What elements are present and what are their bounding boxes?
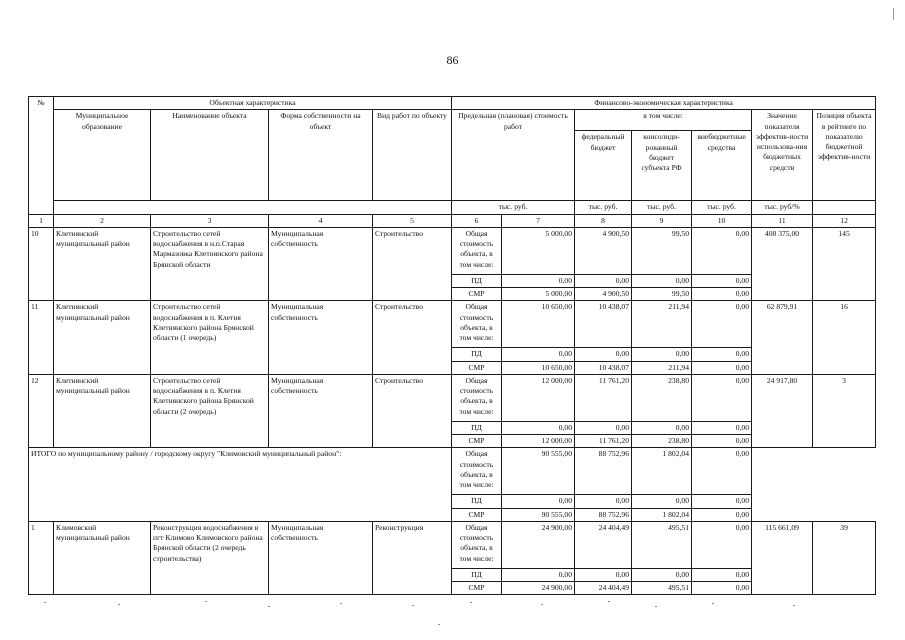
pd-federal: 0,00 bbox=[575, 421, 632, 434]
label-total-cost: Общая стоимость объекта, в том числе: bbox=[452, 448, 502, 495]
value-total: 12 000,00 bbox=[502, 374, 575, 421]
value-federal: 10 438,07 bbox=[575, 301, 632, 348]
pd-extrabudget: 0,00 bbox=[692, 274, 752, 287]
units-blank bbox=[54, 201, 452, 214]
value-consolidated: 495,51 bbox=[632, 521, 692, 568]
total-label: ИТОГО по муниципальному району / городскому округу "Климовский муниципальный район": bbox=[29, 448, 452, 522]
pd-federal: 0,00 bbox=[575, 348, 632, 361]
label-smr: СМР bbox=[452, 435, 502, 448]
smr-extrabudget: 0,00 bbox=[692, 508, 752, 521]
row-work-type: Строительство bbox=[373, 374, 452, 448]
row-work-type: Строительство bbox=[373, 227, 452, 301]
total-value-extrabudget: 0,00 bbox=[692, 448, 752, 495]
pd-extrabudget: 0,00 bbox=[692, 421, 752, 434]
pd-federal: 0,00 bbox=[575, 495, 632, 508]
value-rating: 3 bbox=[813, 374, 876, 448]
header-rating: Позиция объекта в рейтинге по показателю бюджетной эффектив-ности bbox=[813, 110, 876, 201]
label-pd: ПД bbox=[452, 568, 502, 581]
pd-federal: 0,00 bbox=[575, 274, 632, 287]
row-number: 12 bbox=[29, 374, 54, 448]
smr-consolidated: 238,80 bbox=[632, 435, 692, 448]
value-extrabudget: 0,00 bbox=[692, 227, 752, 274]
label-total-cost: Общая стоимость объекта, в том числе: bbox=[452, 374, 502, 421]
header-consolidated: консолиди-рованный бюджет субъекта РФ bbox=[632, 131, 692, 201]
value-indicator: 24 917,80 bbox=[752, 374, 813, 448]
value-federal: 11 761,20 bbox=[575, 374, 632, 421]
value-federal: 4 900,50 bbox=[575, 227, 632, 274]
header-object-name: Наименование объекта bbox=[151, 110, 269, 201]
pd-consolidated: 0,00 bbox=[632, 421, 692, 434]
smr-extrabudget: 0,00 bbox=[692, 435, 752, 448]
col-num: 1 bbox=[29, 214, 54, 227]
smr-consolidated: 1 802,04 bbox=[632, 508, 692, 521]
pd-consolidated: 0,00 bbox=[632, 495, 692, 508]
table-row bbox=[29, 374, 876, 421]
pd-consolidated: 0,00 bbox=[632, 274, 692, 287]
table-row bbox=[29, 521, 876, 568]
row-ownership: Муниципальная собственность bbox=[269, 227, 373, 301]
header-financial-characteristics: Финансово-экономическая характеристика bbox=[452, 97, 876, 110]
pd-total: 0,00 bbox=[502, 348, 575, 361]
unit-total: тыс. руб. bbox=[452, 201, 575, 214]
total-blank bbox=[752, 448, 876, 522]
smr-federal: 24 404,49 bbox=[575, 582, 632, 595]
smr-extrabudget: 0,00 bbox=[692, 288, 752, 301]
scan-edge-mark bbox=[893, 8, 894, 20]
col-num: 8 bbox=[575, 214, 632, 227]
row-ownership: Муниципальная собственность bbox=[269, 374, 373, 448]
pd-extrabudget: 0,00 bbox=[692, 495, 752, 508]
header-including: в том числе: bbox=[575, 110, 752, 131]
value-consolidated: 238,80 bbox=[632, 374, 692, 421]
pd-consolidated: 0,00 bbox=[632, 348, 692, 361]
label-total-cost: Общая стоимость объекта, в том числе: bbox=[452, 301, 502, 348]
pd-total: 0,00 bbox=[502, 421, 575, 434]
smr-consolidated: 211,94 bbox=[632, 361, 692, 374]
header-work-type: Вид работ по объекту bbox=[373, 110, 452, 201]
smr-consolidated: 99,50 bbox=[632, 288, 692, 301]
value-extrabudget: 0,00 bbox=[692, 301, 752, 348]
smr-total: 24 900,00 bbox=[502, 582, 575, 595]
row-municipality: Климовский муниципальный район bbox=[54, 521, 151, 595]
total-value-total: 90 555,00 bbox=[502, 448, 575, 495]
pd-total: 0,00 bbox=[502, 495, 575, 508]
col-num: 6 bbox=[452, 214, 502, 227]
value-rating: 145 bbox=[813, 227, 876, 301]
smr-total: 10 650,00 bbox=[502, 361, 575, 374]
value-federal: 24 404,49 bbox=[575, 521, 632, 568]
smr-federal: 10 438,07 bbox=[575, 361, 632, 374]
pd-extrabudget: 0,00 bbox=[692, 348, 752, 361]
smr-total: 90 555,00 bbox=[502, 508, 575, 521]
header-object-characteristics: Объектная характеристика bbox=[54, 97, 452, 110]
pd-total: 0,00 bbox=[502, 274, 575, 287]
value-rating: 39 bbox=[813, 521, 876, 595]
pd-consolidated: 0,00 bbox=[632, 568, 692, 581]
total-value-federal: 88 752,96 bbox=[575, 448, 632, 495]
col-num: 7 bbox=[502, 214, 575, 227]
label-pd: ПД bbox=[452, 348, 502, 361]
unit-federal: тыс. руб. bbox=[575, 201, 632, 214]
value-total: 5 000,00 bbox=[502, 227, 575, 274]
row-work-type: Строительство bbox=[373, 301, 452, 375]
header-extrabudget: внебюджетные средства bbox=[692, 131, 752, 201]
col-num: 11 bbox=[752, 214, 813, 227]
label-smr: СМР bbox=[452, 288, 502, 301]
header-planned-cost: Предельная (плановая) стоимость работ bbox=[452, 110, 575, 201]
smr-federal: 11 761,20 bbox=[575, 435, 632, 448]
row-ownership: Муниципальная собственность bbox=[269, 301, 373, 375]
label-smr: СМР bbox=[452, 361, 502, 374]
header-ownership: Форма собственности на объект bbox=[269, 110, 373, 201]
label-smr: СМР bbox=[452, 508, 502, 521]
smr-total: 5 000,00 bbox=[502, 288, 575, 301]
header-federal: федеральный бюджет bbox=[575, 131, 632, 201]
col-num: 2 bbox=[54, 214, 151, 227]
row-number: 10 bbox=[29, 227, 54, 301]
row-municipality: Клетнянский муниципальный район bbox=[54, 374, 151, 448]
row-work-type: Реконструкция bbox=[373, 521, 452, 595]
row-municipality: Клетнянский муниципальный район bbox=[54, 227, 151, 301]
label-total-cost: Общая стоимость объекта, в том числе: bbox=[452, 227, 502, 274]
row-municipality: Клетнянский муниципальный район bbox=[54, 301, 151, 375]
row-number: 11 bbox=[29, 301, 54, 375]
col-num: 4 bbox=[269, 214, 373, 227]
total-value-consolidated: 1 802,04 bbox=[632, 448, 692, 495]
row-object-name: Реконструкция водоснабжения в пгт Климово Климовского района Брянской области (2 очередь строительства) bbox=[151, 521, 269, 595]
scan-noise bbox=[0, 598, 905, 628]
value-total: 24 900,00 bbox=[502, 521, 575, 568]
column-numbers-row bbox=[29, 214, 876, 227]
header-indicator: Значение показателя эффектив-ности использова-ния бюджетных средств bbox=[752, 110, 813, 201]
label-pd: ПД bbox=[452, 495, 502, 508]
value-indicator: 115 661,09 bbox=[752, 521, 813, 595]
label-pd: ПД bbox=[452, 421, 502, 434]
investment-table bbox=[28, 96, 876, 595]
col-num: 5 bbox=[373, 214, 452, 227]
unit-rating bbox=[813, 201, 876, 214]
unit-consolidated: тыс. руб. bbox=[632, 201, 692, 214]
label-smr: СМР bbox=[452, 582, 502, 595]
col-num: 10 bbox=[692, 214, 752, 227]
value-total: 10 650,00 bbox=[502, 301, 575, 348]
header-row-groups bbox=[29, 97, 876, 110]
value-consolidated: 99,50 bbox=[632, 227, 692, 274]
label-total-cost: Общая стоимость объекта, в том числе: bbox=[452, 521, 502, 568]
row-object-name: Строительство сетей водоснабжения в п. Клетня Клетнянского района Брянской области (1 очередь) bbox=[151, 301, 269, 375]
unit-indicator: тыс. руб/% bbox=[752, 201, 813, 214]
value-rating: 16 bbox=[813, 301, 876, 375]
row-object-name: Строительство сетей водоснабжения в п. Клетня Клетнянского района Брянской области (2 очередь) bbox=[151, 374, 269, 448]
value-consolidated: 211,94 bbox=[632, 301, 692, 348]
row-object-name: Строительство сетей водоснабжения в н.п.Старая Мармазовка Клетнянского района Брянской области bbox=[151, 227, 269, 301]
header-row-columns bbox=[29, 110, 876, 131]
header-municipality: Муниципальное образование bbox=[54, 110, 151, 201]
page-number: 86 bbox=[446, 53, 459, 67]
pd-total: 0,00 bbox=[502, 568, 575, 581]
col-num: 9 bbox=[632, 214, 692, 227]
col-num: 3 bbox=[151, 214, 269, 227]
smr-total: 12 000,00 bbox=[502, 435, 575, 448]
label-pd: ПД bbox=[452, 274, 502, 287]
table-row bbox=[29, 301, 876, 348]
value-extrabudget: 0,00 bbox=[692, 374, 752, 421]
smr-consolidated: 495,51 bbox=[632, 582, 692, 595]
smr-federal: 88 752,96 bbox=[575, 508, 632, 521]
smr-extrabudget: 0,00 bbox=[692, 361, 752, 374]
smr-federal: 4 900,50 bbox=[575, 288, 632, 301]
unit-extrabudget: тыс. руб. bbox=[692, 201, 752, 214]
value-indicator: 408 375,00 bbox=[752, 227, 813, 301]
smr-extrabudget: 0,00 bbox=[692, 582, 752, 595]
row-number: 1 bbox=[29, 521, 54, 595]
table-row bbox=[29, 227, 876, 274]
row-ownership: Муниципальная собственность bbox=[269, 521, 373, 595]
total-row bbox=[29, 448, 876, 495]
header-no: № bbox=[29, 97, 54, 215]
pd-federal: 0,00 bbox=[575, 568, 632, 581]
value-extrabudget: 0,00 bbox=[692, 521, 752, 568]
value-indicator: 62 879,91 bbox=[752, 301, 813, 375]
col-num: 12 bbox=[813, 214, 876, 227]
header-row-units bbox=[29, 201, 876, 214]
pd-extrabudget: 0,00 bbox=[692, 568, 752, 581]
